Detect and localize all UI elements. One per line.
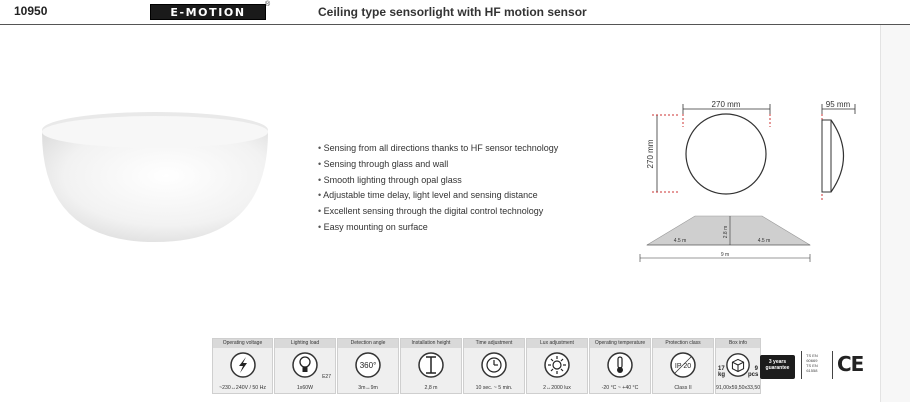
spec-header: Protection class — [653, 339, 713, 348]
spec-header: Box info — [716, 339, 760, 348]
standard-line: TS EN — [806, 363, 818, 368]
bulb-socket-label: E27 — [322, 374, 331, 380]
feature-item: • Excellent sensing through the digital control technology — [318, 204, 558, 220]
width-label: 270 mm — [711, 100, 741, 109]
feature-item: • Adjustable time delay, light level and sensing distance — [318, 188, 558, 204]
range-left-label: 4.5 m — [673, 238, 687, 244]
standard-line: 61558 — [806, 368, 818, 373]
spec-operating-voltage — [212, 338, 273, 394]
range-right-label: 4.5 m — [757, 238, 771, 244]
ip-icon-label: IP 20 — [674, 363, 692, 370]
depth-label: 95 mm — [825, 100, 851, 109]
spec-header: Operating voltage — [213, 339, 272, 348]
height-label: 270 mm — [646, 139, 655, 169]
side-view-dome — [831, 120, 844, 192]
standard-line: TS EN — [806, 353, 818, 358]
separator — [801, 351, 802, 379]
spec-value: 3m↔9m — [358, 385, 378, 391]
spec-box-info — [715, 338, 761, 394]
bulb-icon — [291, 351, 319, 379]
range-height-label: 2.8 m — [723, 225, 729, 239]
spec-lighting-load — [274, 338, 336, 394]
feature-item: • Sensing through glass and wall — [318, 157, 558, 173]
standard-line: 60669 — [806, 358, 818, 363]
page-edge — [880, 25, 910, 402]
brand-logo-text: E-MOTION — [170, 5, 246, 19]
thermometer-icon — [606, 351, 634, 379]
spec-value: 2,8 m — [424, 385, 438, 391]
spec-header: Lux adjustment — [527, 339, 587, 348]
ip-icon — [669, 351, 697, 379]
spec-time-adjustment — [463, 338, 525, 394]
spec-value: 1x60W — [296, 385, 314, 391]
spec-operating-temperature — [589, 338, 651, 394]
header — [0, 0, 910, 24]
box-quantity: 9 pcs — [748, 366, 759, 378]
front-view-circle — [686, 114, 766, 194]
ce-mark: CE — [837, 352, 864, 376]
spec-header: Lighting load — [275, 339, 335, 348]
spec-installation-height — [400, 338, 462, 394]
spec-header: Installation height — [401, 339, 461, 348]
standards-mark — [806, 353, 818, 373]
spec-value: 91,00x59,50x33,50 — [716, 385, 761, 391]
feature-item: • Easy mounting on surface — [318, 220, 558, 236]
header-divider — [0, 24, 910, 25]
spec-detection-angle — [337, 338, 399, 394]
spec-header: Time adjustment — [464, 339, 524, 348]
angle-icon-label: 360° — [359, 361, 377, 370]
page-title: Ceiling type sensorlight with HF motion sensor — [318, 5, 587, 19]
angle-360-icon — [354, 351, 382, 379]
spec-value: Class II — [674, 385, 692, 391]
spec-value: 10 sec. ~ 5 min. — [475, 385, 513, 391]
side-view-base — [822, 120, 831, 192]
range-total-label: 9 m — [720, 252, 730, 258]
dimension-drawing — [630, 92, 880, 272]
spec-header: Detection angle — [338, 339, 398, 348]
brand-logo — [150, 4, 266, 20]
lightning-icon — [229, 351, 257, 379]
spec-value: ~230↔240V / 50 Hz — [219, 385, 266, 391]
height-icon — [417, 351, 445, 379]
product-code: 10950 — [14, 4, 48, 18]
feature-list — [318, 141, 558, 236]
clock-icon — [480, 351, 508, 379]
sun-icon — [543, 351, 571, 379]
box-weight: 17 kg — [718, 366, 726, 378]
spec-value: 2↔2000 lux — [543, 385, 571, 391]
lamp-image — [30, 100, 280, 260]
spec-header: Operating temperature — [590, 339, 650, 348]
registered-mark: ® — [265, 1, 271, 8]
warranty-badge: 3 years guarantee — [760, 355, 795, 379]
feature-item: • Smooth lighting through opal glass — [318, 173, 558, 189]
separator — [832, 351, 833, 379]
spec-protection-class — [652, 338, 714, 394]
spec-value: -20 °C ~ +40 °C — [601, 385, 639, 391]
feature-item: • Sensing from all directions thanks to HF sensor technology — [318, 141, 558, 157]
spec-lux-adjustment — [526, 338, 588, 394]
